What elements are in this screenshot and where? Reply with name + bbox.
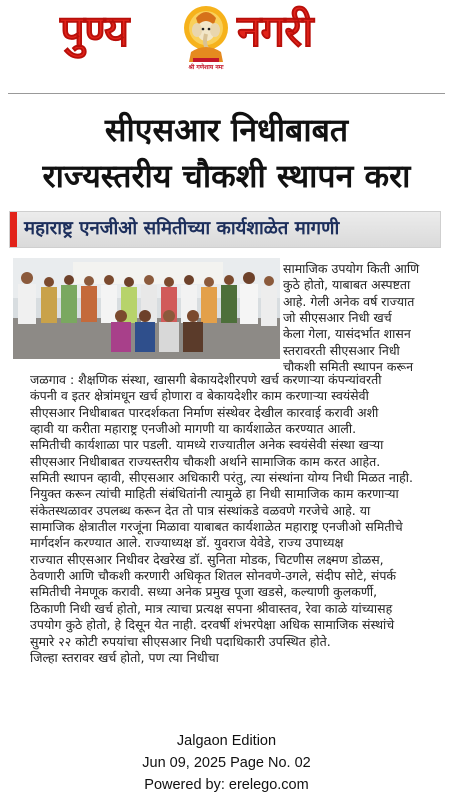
text-line: सामाजिक क्षेत्रातील गरजूंना मिळावा याबाबत कार्यशाळेत महाराष्ट्र एनजीओ समितीचे [30, 519, 403, 535]
text-line: जो सीएसआर निधी खर्च [283, 310, 392, 326]
text-line: ठेवणारी आणि चौकशी करणारी अधिकृत शितल सोनवणे-उगले, संदीप सोटे, संपर्क [30, 568, 397, 584]
text-line: सामाजिक उपयोग किती आणि [283, 261, 420, 276]
edition-label: Jalgaon Edition [176, 733, 277, 749]
masthead-title-right: नगरी [237, 6, 313, 57]
text-line: सीएसआर निधीबाबत पारदर्शकता निर्माण संस्थेवर देखील कारवाई करावी अशी [30, 404, 379, 420]
subheading: महाराष्ट्र एनजीओ समितीच्या कार्यशाळेत मागणी [24, 218, 340, 239]
masthead-divider [8, 93, 445, 94]
text-line: व्हावी या करीता महाराष्ट्र एनजीओ मागणी या कार्यशाळेत करण्यात आली. [30, 421, 357, 437]
text-line: समितीची कार्यशाळा पार पडली. यामध्ये राज्यातील अनेक स्वयंसेवी संस्था खऱ्या [30, 437, 384, 453]
ganesh-emblem-icon [181, 4, 231, 64]
masthead-title-left: पुण्य [60, 6, 129, 57]
text-line: समितीची नेमणूक करावी. सध्या अनेक प्रमुख पूजा खडसे, कल्याणी कुलकर्णी, [30, 584, 378, 600]
text-line: सीएसआर निधीबाबत राज्यस्तरीय चौकशी अर्थाने सामाजिक काम करत आहेत. [30, 453, 381, 469]
text-line: सुमारे २२ कोटी रुपयांचा सीएसआर निधी पदाधिकारी उपस्थित होते. [30, 633, 331, 649]
text-line: कंपनी व इतर क्षेत्रांमधून खर्च होणारा व बेकायदेशीर काम करणाऱ्या स्वयंसेवी [30, 388, 369, 404]
group-photo-image [13, 258, 280, 359]
text-line: उपयोग कुठे होतो, हे दिसून येत नाही. दरवर्षी शंभरपेक्षा अधिक सामाजिक संस्थांचे [30, 617, 395, 633]
text-line: आहे. गेली अनेक वर्ष राज्यात [283, 293, 415, 309]
text-line: जिल्हा स्तरावर खर्च होतो, पण त्या निधीचा [30, 649, 219, 665]
text-line: जळगाव : शैक्षणिक संस्था, खासगी बेकायदेशीरपणे खर्च करणाऱ्या कंपन्यांवरती [30, 372, 382, 387]
date-page-label: Jun 09, 2025 Page No. 02 [142, 755, 311, 771]
text-line: मार्गदर्शन करण्यात आले. राज्याध्यक्ष डॉ. युवराज येवेडे, राज्य उपाध्यक्ष [30, 535, 344, 551]
headline-line-2: राज्यस्तरीय चौकशी स्थापन करा [42, 157, 411, 195]
text-line: स्तरावरती सीएसआर निधी [283, 342, 400, 358]
right-column-text [283, 261, 445, 375]
text-line: ठिकाणी निधी खर्च होतो, मात्र त्याचा प्रत्यक्ष सपना श्रीवास्तव, रेवा काळे यांच्यासह [30, 600, 393, 616]
text-line: राज्यात सीएसआर निधीवर देखरेख डॉ. सुनिता मोडक, चिटणीस लक्ष्मण डोळस, [30, 551, 384, 567]
emblem-caption: श्री गणेशाय नमः [188, 64, 224, 71]
subheading-accent [10, 212, 17, 247]
article-body [30, 372, 442, 666]
powered-by-link[interactable]: Powered by: erelego.com [144, 777, 309, 793]
masthead [0, 0, 453, 95]
text-line: संकेतस्थळावर उपलब्ध करून देत तो पात्र संस्थांकडे वळवणे गरजेचे आहे. या [30, 502, 371, 518]
group-photo [13, 258, 280, 359]
text-line: नियुक्त करून त्यांची माहिती संबंधितांनी त्यामुळे हा निधी सामाजिक काम करणाऱ्या [30, 486, 399, 502]
subheading-bar [9, 211, 441, 248]
text-line: चौकशी समिती स्थापन करून [283, 359, 414, 375]
text-line: कुठे होतो, याबाबत अस्पष्टता [283, 277, 411, 293]
headline-line-1: सीएसआर निधीबाबत [104, 111, 349, 149]
text-line: केला गेला, यासंदर्भात शासन [283, 326, 411, 342]
text-line: समिती स्थापन व्हावी, सीएसआर अधिकारी परंतु, त्या संस्थांना योग्य निधी मिळत नाही. [30, 470, 413, 486]
